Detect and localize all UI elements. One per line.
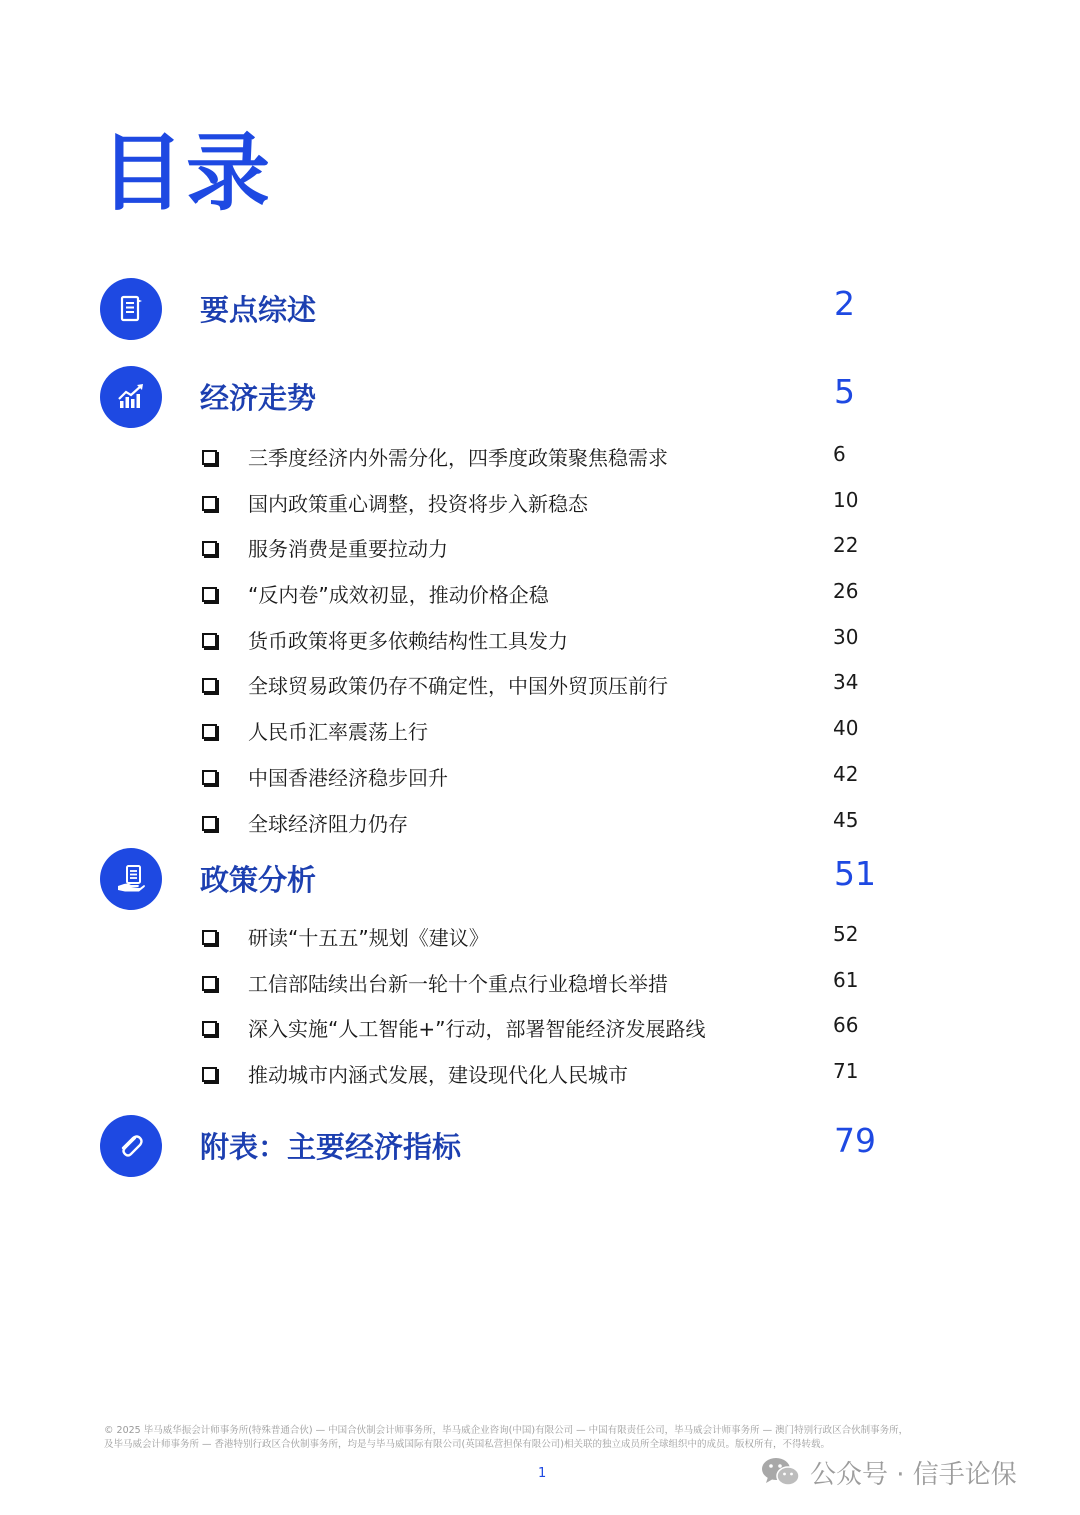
checkbox-bullet-icon	[202, 976, 217, 991]
toc-item[interactable]	[0, 530, 1080, 564]
watermark-text: 公众号 · 信手论保	[810, 1459, 1017, 1490]
section-label: 政策分析	[200, 863, 317, 897]
toc-item-page: 45	[833, 808, 859, 832]
toc-item-label: 全球贸易政策仍存不确定性，中国外贸顶压前行	[248, 674, 668, 698]
toc-item-label: 国内政策重心调整，投资将步入新稳态	[248, 492, 588, 516]
toc-item-label: 深入实施“人工智能+”行动，部署智能经济发展路线	[248, 1017, 706, 1041]
checkbox-bullet-icon	[202, 816, 217, 831]
toc-item-page: 6	[833, 442, 846, 466]
section-label: 附表：主要经济指标	[200, 1130, 462, 1164]
checkbox-bullet-icon	[202, 587, 217, 602]
section-label: 经济走势	[200, 381, 317, 415]
checkbox-bullet-icon	[202, 450, 217, 465]
toc-item[interactable]	[0, 622, 1080, 656]
checkbox-bullet-icon	[202, 770, 217, 785]
checkbox-bullet-icon	[202, 1067, 217, 1082]
watermark	[760, 1452, 1017, 1492]
checkbox-bullet-icon	[202, 496, 217, 511]
toc-item[interactable]	[0, 805, 1080, 839]
toc-item-label: 服务消费是重要拉动力	[248, 537, 448, 561]
section-label: 要点综述	[200, 293, 317, 327]
checkbox-bullet-icon	[202, 930, 217, 945]
toc-section-economic-trend[interactable]	[0, 366, 1080, 430]
toc-item[interactable]	[0, 713, 1080, 747]
toc-item-label: 三季度经济内外需分化，四季度政策聚焦稳需求	[248, 446, 668, 470]
toc-section-summary[interactable]	[0, 278, 1080, 342]
toc-item-label: 研读“十五五”规划《建议》	[248, 926, 489, 950]
section-page-number: 79	[834, 1121, 876, 1160]
growth-chart-icon	[100, 366, 162, 428]
toc-item[interactable]	[0, 576, 1080, 610]
checkbox-bullet-icon	[202, 724, 217, 739]
toc-item-page: 71	[833, 1059, 859, 1083]
toc-item-page: 42	[833, 762, 859, 786]
toc-item[interactable]	[0, 919, 1080, 953]
document-icon	[100, 278, 162, 340]
toc-item[interactable]	[0, 667, 1080, 701]
toc-item-label: 全球经济阻力仍存	[248, 812, 408, 836]
toc-item-page: 61	[833, 968, 859, 992]
paperclip-icon	[100, 1115, 162, 1177]
toc-item-label: 推动城市内涵式发展，建设现代化人民城市	[248, 1063, 628, 1087]
toc-section-appendix[interactable]	[0, 1115, 1080, 1179]
toc-item-page: 26	[833, 579, 859, 603]
toc-item[interactable]	[0, 485, 1080, 519]
section-page-number: 2	[834, 284, 855, 323]
toc-item-label: 中国香港经济稳步回升	[248, 766, 448, 790]
wechat-icon	[760, 1455, 802, 1489]
toc-item-page: 34	[833, 670, 859, 694]
checkbox-bullet-icon	[202, 541, 217, 556]
legal-line: 及毕马威会计师事务所 — 香港特别行政区合伙制事务所，均是与毕马威国际有限公司(英国私营担保有限公司)相关联的独立成员所全球组织中的成员。版权所有，不得转载。	[104, 1439, 830, 1450]
toc-item[interactable]	[0, 1010, 1080, 1044]
toc-item-label: “反内卷”成效初显，推动价格企稳	[248, 583, 549, 607]
toc-item[interactable]	[0, 965, 1080, 999]
page-title: 目录	[100, 124, 273, 222]
toc-item-page: 22	[833, 533, 859, 557]
checkbox-bullet-icon	[202, 633, 217, 648]
section-page-number: 51	[834, 854, 876, 893]
legal-line: © 2025 毕马威华振会计师事务所(特殊普通合伙) — 中国合伙制会计师事务所，毕马威企业咨询(中国)有限公司 — 中国有限责任公司，毕马威会计师事务所 — 澳门特别行政区合伙制事务所，	[104, 1425, 909, 1436]
checkbox-bullet-icon	[202, 1021, 217, 1036]
checkbox-bullet-icon	[202, 678, 217, 693]
footer-legal-notice	[104, 1424, 984, 1452]
toc-item[interactable]	[0, 1056, 1080, 1090]
toc-item-label: 工信部陆续出台新一轮十个重点行业稳增长举措	[248, 972, 668, 996]
toc-item-page: 30	[833, 625, 859, 649]
page-number: 1	[538, 1466, 547, 1481]
toc-item-page: 66	[833, 1013, 859, 1037]
toc-item[interactable]	[0, 759, 1080, 793]
toc-item-label: 人民币汇率震荡上行	[248, 720, 428, 744]
toc-item-label: 货币政策将更多依赖结构性工具发力	[248, 629, 568, 653]
toc-item[interactable]	[0, 439, 1080, 473]
toc-item-page: 40	[833, 716, 859, 740]
toc-item-page: 10	[833, 488, 859, 512]
hand-document-icon	[100, 848, 162, 910]
toc-section-policy-analysis[interactable]	[0, 848, 1080, 912]
section-page-number: 5	[834, 372, 855, 411]
toc-item-page: 52	[833, 922, 859, 946]
